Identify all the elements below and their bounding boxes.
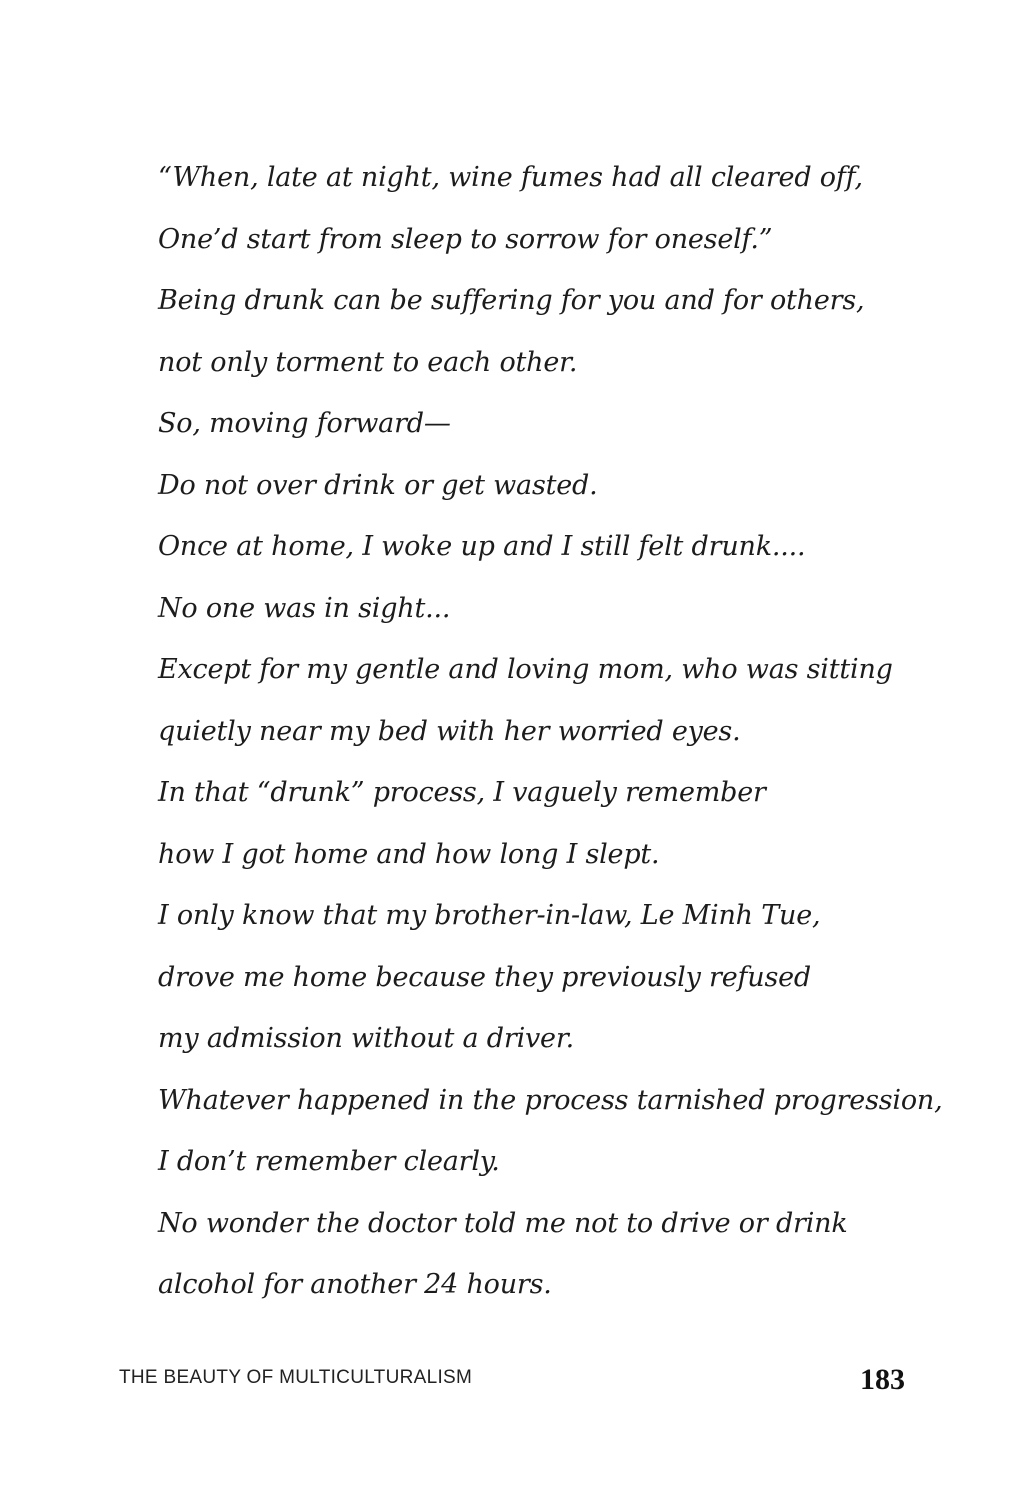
poem-line: Do not over drink or get wasted. (158, 469, 598, 501)
poem-line: how I got home and how long I slept. (158, 838, 660, 870)
running-footer-book-title: THE BEAUTY OF MULTICULTURALISM (119, 1367, 473, 1388)
poem-line: not only torment to each other. (158, 346, 578, 378)
poem-line: Whatever happened in the process tarnished progression, (158, 1084, 943, 1116)
poem-line: “When, late at night, wine fumes had all cleared off, (158, 162, 863, 193)
poem-line: quietly near my bed with her worried eyes. (158, 715, 741, 747)
poem-line: alcohol for another 24 hours. (158, 1269, 552, 1300)
poem-line: I don’t remember clearly. (158, 1146, 500, 1177)
poem-line: So, moving forward— (158, 408, 451, 439)
poem-line: No one was in sight... (158, 592, 451, 624)
page-number: 183 (860, 1363, 905, 1396)
poem-line: One’d start from sleep to sorrow for oneself.” (158, 223, 773, 255)
poem-line: No wonder the doctor told me not to drive or drink (158, 1207, 848, 1239)
poem-line: drove me home because they previously refused (158, 961, 811, 993)
poem-line: Except for my gentle and loving mom, who was sitting (158, 654, 893, 685)
poem-line: Once at home, I woke up and I still felt drunk.... (158, 531, 806, 562)
poem-body (158, 147, 943, 1316)
poem-line: Being drunk can be suffering for you and for others, (158, 285, 865, 316)
poem-line: I only know that my brother-in-law, Le Minh Tue, (158, 900, 821, 931)
poem-line: In that “drunk” process, I vaguely remember (158, 777, 766, 808)
poem-line: my admission without a driver. (158, 1023, 574, 1054)
